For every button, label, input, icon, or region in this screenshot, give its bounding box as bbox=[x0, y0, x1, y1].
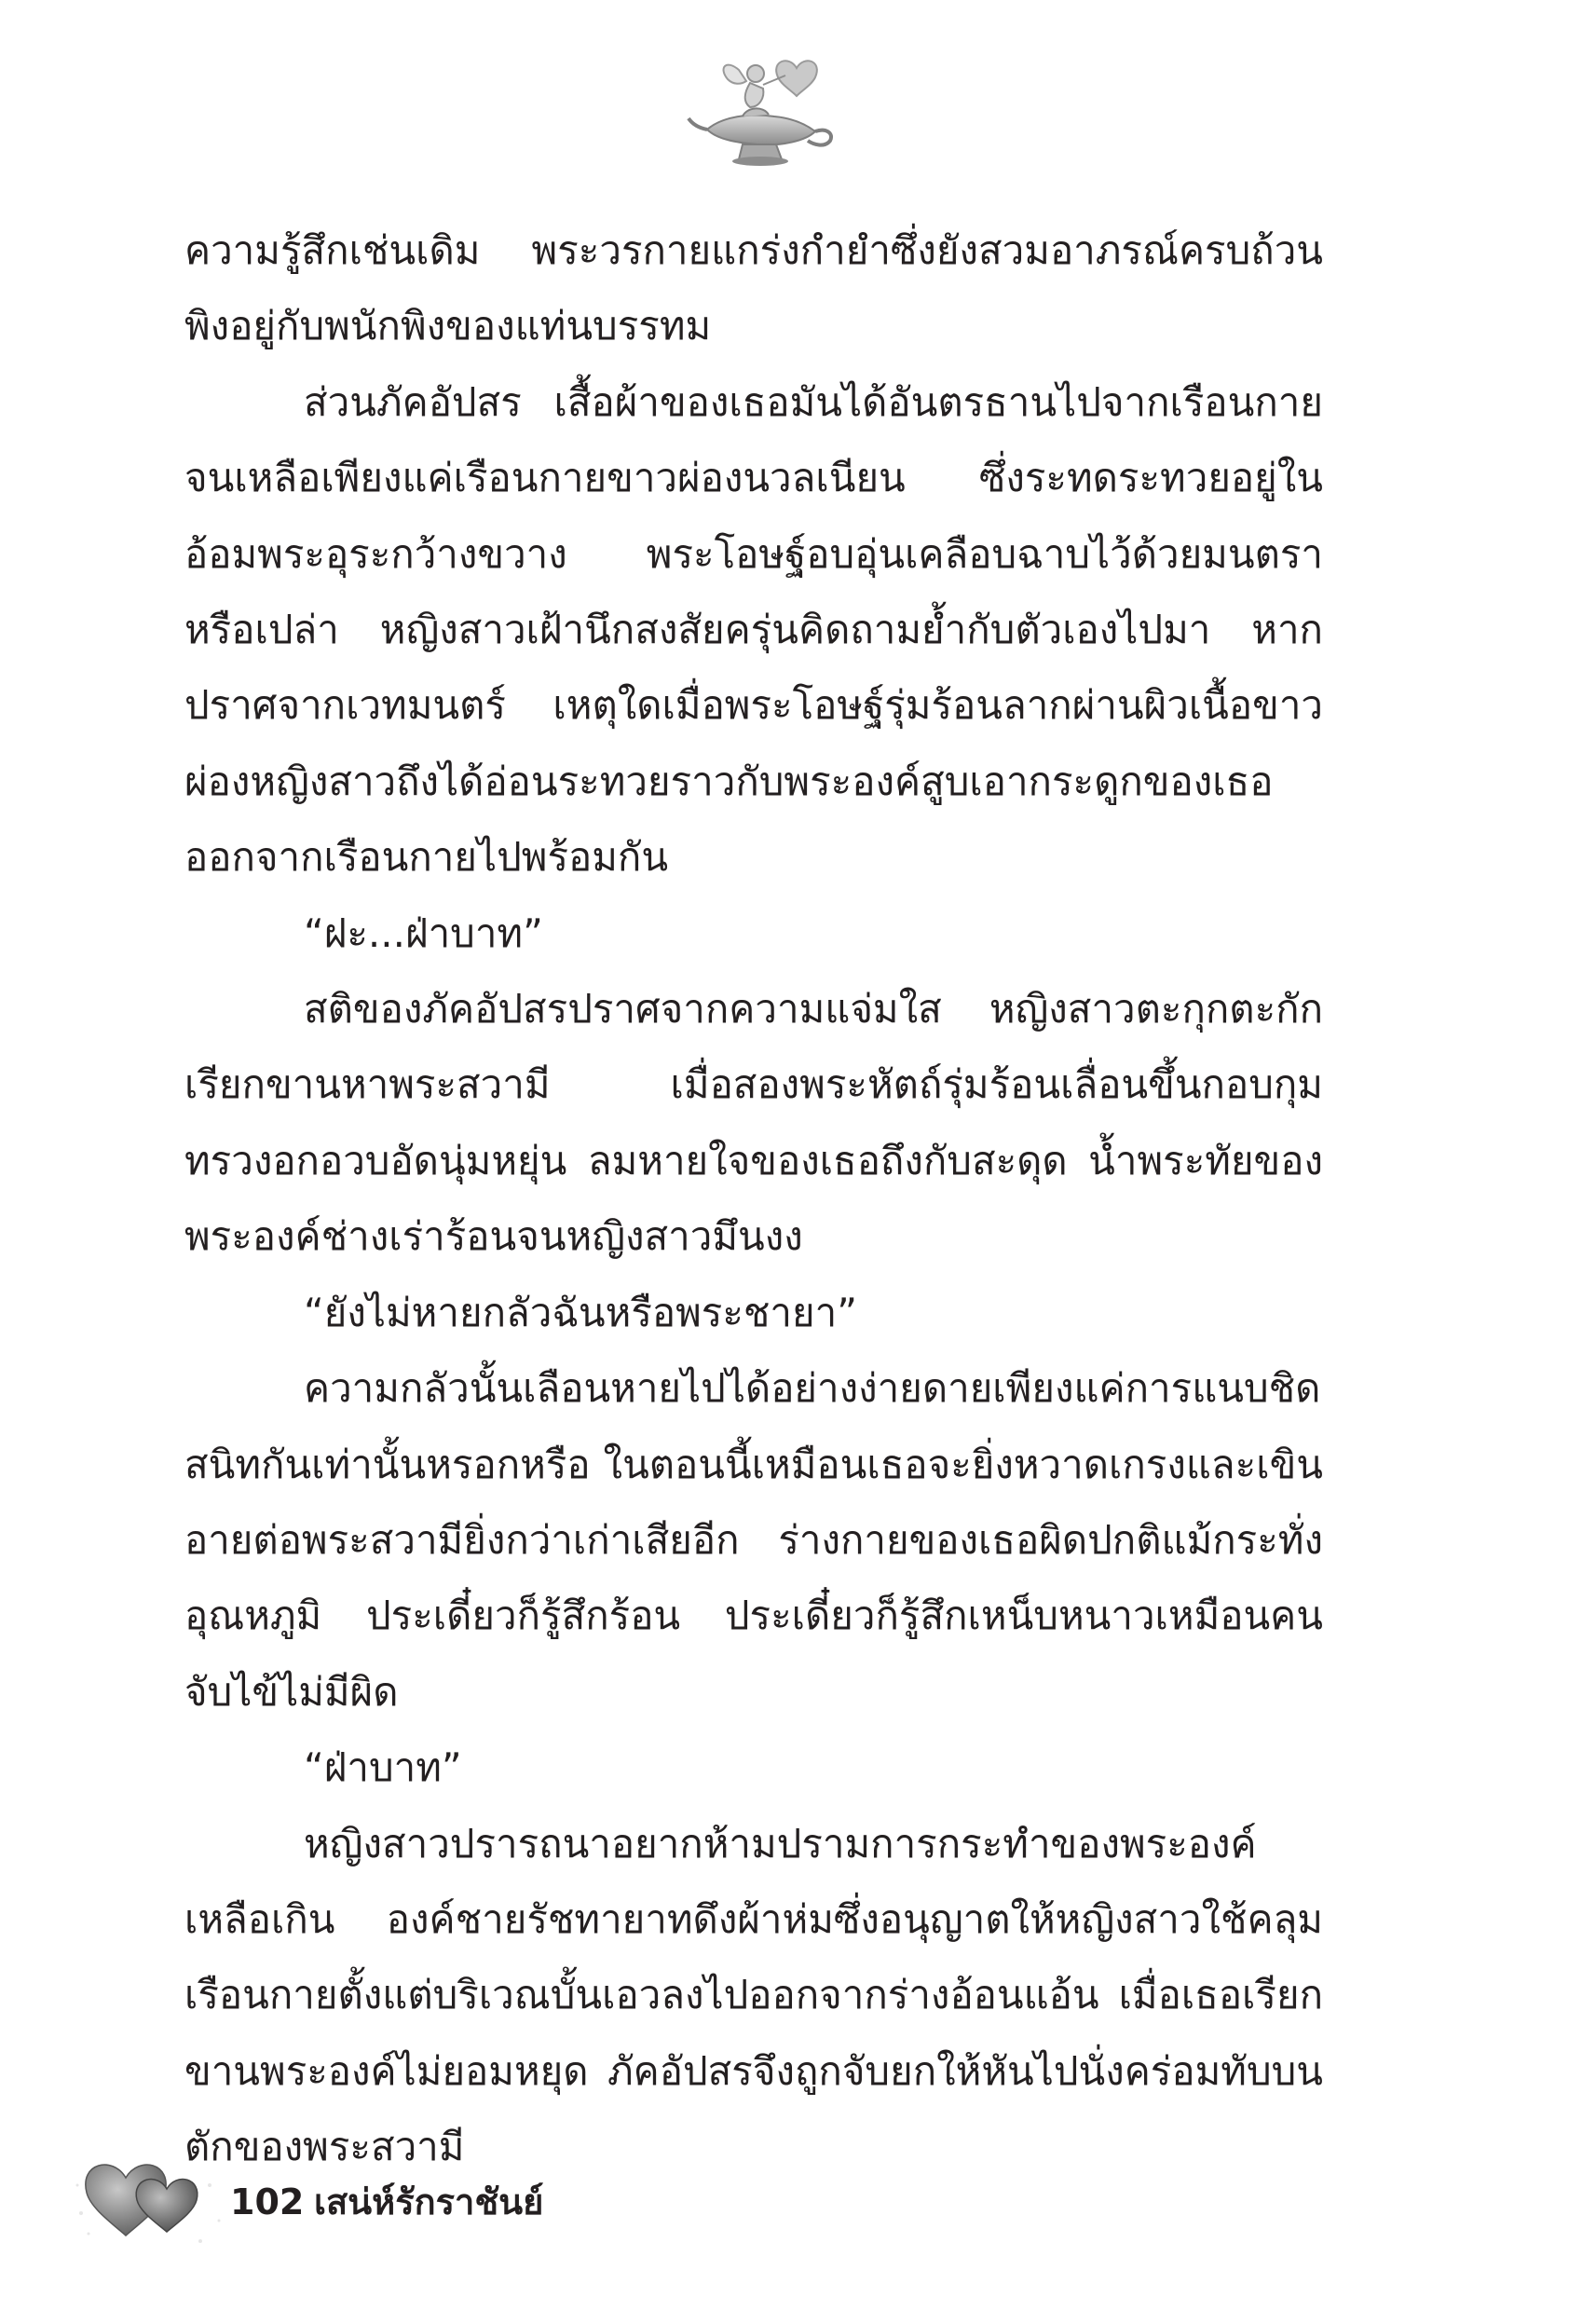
cupid-lamp-icon bbox=[685, 51, 843, 172]
paragraph: ความกลัวนั้นเลือนหายไปได้อย่างง่ายดายเพียงแค่การแนบชิดสนิทกันเท่านั้นหรอกหรือ ในตอนนี้เหมือนเธอจะยิ่งหวาดเกรงและเขินอายต่อพระสวามียิ่งกว่าเก่าเสียอีก ร่างกายของเธอผิดปกติแม้กระทั่งอุณหภูมิ ประเดี๋ยวก็รู้สึกร้อน ประเดี๋ยวก็รู้สึกเหน็บหนาวเหมือนคนจับไข้ไม่มีผิด bbox=[184, 1365, 1323, 1715]
hearts-icon bbox=[70, 2148, 228, 2250]
book-title: เสน่ห์รักราชันย์ bbox=[314, 2181, 544, 2222]
dialogue-line: “ฝะ...ฝ่าบาท” bbox=[304, 909, 543, 956]
page-footer bbox=[70, 2148, 722, 2250]
dialogue-line: “ฝ่าบาท” bbox=[304, 1744, 462, 1791]
paragraph: หญิงสาวปรารถนาอยากห้ามปรามการกระทำของพระองค์เหลือเกิน องค์ชายรัชทายาทดึงผ้าห่มซึ่งอนุญาตให้หญิงสาวใช้คลุมเรือนกายตั้งแต่บริเวณบั้นเอวลงไปออกจากร่างอ้อนแอ้น เมื่อเธอเรียกขานพระองค์ไม่ยอมหยุด ภัคอัปสรจึงถูกจับยกให้หันไปนั่งคร่อมทับบนตักของพระสวามี bbox=[184, 1820, 1323, 2170]
dialogue-line: “ยังไม่หายกลัวฉันหรือพระชายา” bbox=[304, 1289, 857, 1335]
page-number: 102 bbox=[230, 2181, 305, 2222]
paragraph: ความรู้สึกเช่นเดิม พระวรกายแกร่งกำยำซึ่งยังสวมอาภรณ์ครบถ้วนพิงอยู่กับพนักพิงของแท่นบรรทม bbox=[184, 227, 1323, 349]
body-text bbox=[184, 212, 1323, 2185]
paragraph: ส่วนภัคอัปสร เสื้อผ้าของเธอมันได้อันตรธานไปจากเรือนกายจนเหลือเพียงแค่เรือนกายขาวผ่องนวลเนียน ซึ่งระทดระทวยอยู่ในอ้อมพระอุระกว้างขวาง พระโอษฐ์อบอุ่นเคลือบฉาบไว้ด้วยมนตราหรือเปล่า หญิงสาวเฝ้านึกสงสัยครุ่นคิดถามย้ำกับตัวเองไปมา หากปราศจากเวทมนตร์ เหตุใดเมื่อพระโอษฐ์รุ่มร้อนลากผ่านผิวเนื้อขาวผ่องหญิงสาวถึงได้อ่อนระทวยราวกับพระองค์สูบเอากระดูกของเธอออกจากเรือนกายไปพร้อมกัน bbox=[184, 378, 1323, 881]
paragraph: สติของภัคอัปสรปราศจากความแจ่มใส หญิงสาวตะกุกตะกักเรียกขานหาพระสวามี เมื่อสองพระหัตถ์รุ่มร้อนเลื่อนขึ้นกอบกุมทรวงอกอวบอัดนุ่มหยุ่น ลมหายใจของเธอถึงกับสะดุด น้ำพระทัยของพระองค์ช่างเร่าร้อนจนหญิงสาวมึนงง bbox=[184, 986, 1323, 1260]
